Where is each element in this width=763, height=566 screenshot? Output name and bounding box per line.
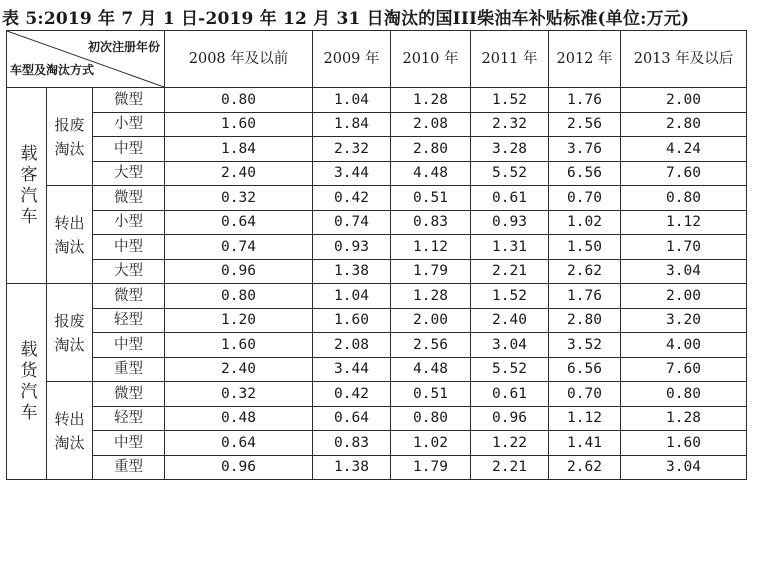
- subsidy-value-cell: 0.51: [391, 186, 471, 211]
- subsidy-value-cell: 0.83: [313, 431, 391, 456]
- subsidy-value-cell: 1.52: [471, 284, 549, 309]
- disposal-method-cell: [47, 88, 93, 186]
- subsidy-value-cell: 0.32: [165, 186, 313, 211]
- table-row: [7, 210, 747, 235]
- subsidy-value-cell: 4.48: [391, 161, 471, 186]
- subsidy-value-cell: 7.60: [621, 161, 747, 186]
- subsidy-value-cell: 0.42: [313, 186, 391, 211]
- disposal-method-label: 报废 淘汰: [54, 115, 85, 158]
- subsidy-value-cell: 2.00: [621, 88, 747, 113]
- subsidy-value-cell: 0.93: [313, 235, 391, 260]
- vehicle-category-cell: 载客汽车: [7, 88, 47, 284]
- vehicle-size-cell: 大型: [93, 161, 165, 186]
- subsidy-value-cell: 1.50: [549, 235, 621, 260]
- vehicle-size-cell: 小型: [93, 112, 165, 137]
- vehicle-category-cell: 载货汽车: [7, 284, 47, 480]
- subsidy-value-cell: 1.79: [391, 259, 471, 284]
- subsidy-value-cell: 2.62: [549, 259, 621, 284]
- subsidy-value-cell: 1.41: [549, 431, 621, 456]
- subsidy-value-cell: 0.64: [165, 210, 313, 235]
- subsidy-value-cell: 1.84: [313, 112, 391, 137]
- subsidy-value-cell: 2.08: [391, 112, 471, 137]
- table-row: [7, 382, 747, 407]
- subsidy-value-cell: 2.32: [313, 137, 391, 162]
- subsidy-value-cell: 1.28: [621, 406, 747, 431]
- table-row: [7, 431, 747, 456]
- subsidy-value-cell: 5.52: [471, 357, 549, 382]
- subsidy-value-cell: 2.21: [471, 259, 549, 284]
- year-header: 2012 年: [549, 31, 621, 88]
- corner-bottom-label: 车型及淘汰方式: [10, 63, 95, 77]
- subsidy-value-cell: 0.42: [313, 382, 391, 407]
- subsidy-value-cell: 6.56: [549, 357, 621, 382]
- subsidy-value-cell: 0.80: [621, 186, 747, 211]
- vehicle-size-cell: 中型: [93, 137, 165, 162]
- subsidy-value-cell: 1.52: [471, 88, 549, 113]
- subsidy-value-cell: 1.60: [165, 112, 313, 137]
- table-row: [7, 186, 747, 211]
- subsidy-value-cell: 4.48: [391, 357, 471, 382]
- subsidy-value-cell: 0.80: [165, 284, 313, 309]
- table-row: [7, 161, 747, 186]
- table-title: 表 5:2019 年 7 月 1 日-2019 年 12 月 31 日淘汰的国III柴油车补贴标准(单位:万元): [2, 9, 690, 29]
- subsidy-value-cell: 0.64: [313, 406, 391, 431]
- vehicle-size-cell: 微型: [93, 186, 165, 211]
- subsidy-value-cell: 1.38: [313, 259, 391, 284]
- vehicle-size-cell: 中型: [93, 333, 165, 358]
- vehicle-size-cell: 轻型: [93, 308, 165, 333]
- subsidy-value-cell: 0.83: [391, 210, 471, 235]
- subsidy-value-cell: 1.12: [621, 210, 747, 235]
- subsidy-value-cell: 1.04: [313, 88, 391, 113]
- subsidy-value-cell: 0.48: [165, 406, 313, 431]
- table-row: [7, 88, 747, 113]
- table-row: [7, 259, 747, 284]
- subsidy-value-cell: 1.12: [391, 235, 471, 260]
- subsidy-value-cell: 3.04: [621, 259, 747, 284]
- year-header: 2010 年: [391, 31, 471, 88]
- subsidy-value-cell: 2.80: [621, 112, 747, 137]
- subsidy-value-cell: 2.40: [471, 308, 549, 333]
- subsidy-value-cell: 1.20: [165, 308, 313, 333]
- disposal-method-cell: [47, 186, 93, 284]
- subsidy-value-cell: 3.28: [471, 137, 549, 162]
- subsidy-value-cell: 4.00: [621, 333, 747, 358]
- subsidy-value-cell: 2.80: [549, 308, 621, 333]
- subsidy-value-cell: 0.93: [471, 210, 549, 235]
- subsidy-value-cell: 2.00: [391, 308, 471, 333]
- year-header: 2013 年及以后: [621, 31, 747, 88]
- subsidy-value-cell: 1.28: [391, 284, 471, 309]
- subsidy-value-cell: 0.70: [549, 382, 621, 407]
- subsidy-value-cell: 3.04: [621, 455, 747, 480]
- subsidy-value-cell: 1.60: [313, 308, 391, 333]
- disposal-method-label: 转出 淘汰: [54, 213, 85, 256]
- vehicle-size-cell: 小型: [93, 210, 165, 235]
- subsidy-value-cell: 2.40: [165, 161, 313, 186]
- vehicle-size-cell: 轻型: [93, 406, 165, 431]
- subsidy-value-cell: 2.80: [391, 137, 471, 162]
- year-header: 2008 年及以前: [165, 31, 313, 88]
- vehicle-size-cell: 中型: [93, 431, 165, 456]
- subsidy-value-cell: 1.31: [471, 235, 549, 260]
- subsidy-value-cell: 1.70: [621, 235, 747, 260]
- table-body: [7, 88, 747, 480]
- subsidy-value-cell: 2.56: [391, 333, 471, 358]
- table-row: [7, 455, 747, 480]
- vehicle-size-cell: 重型: [93, 455, 165, 480]
- subsidy-value-cell: 2.56: [549, 112, 621, 137]
- subsidy-value-cell: 0.70: [549, 186, 621, 211]
- subsidy-value-cell: 3.20: [621, 308, 747, 333]
- disposal-method-cell: [47, 382, 93, 480]
- year-header: 2011 年: [471, 31, 549, 88]
- subsidy-value-cell: 1.22: [471, 431, 549, 456]
- subsidy-value-cell: 1.02: [549, 210, 621, 235]
- vehicle-size-cell: 微型: [93, 382, 165, 407]
- header-row: [7, 31, 747, 88]
- subsidy-value-cell: 0.96: [471, 406, 549, 431]
- subsidy-value-cell: 1.76: [549, 284, 621, 309]
- subsidy-value-cell: 0.51: [391, 382, 471, 407]
- subsidy-value-cell: 1.38: [313, 455, 391, 480]
- subsidy-value-cell: 2.00: [621, 284, 747, 309]
- disposal-method-label: 转出 淘汰: [54, 409, 85, 452]
- subsidy-value-cell: 0.96: [165, 259, 313, 284]
- subsidy-value-cell: 0.32: [165, 382, 313, 407]
- table-row: [7, 406, 747, 431]
- subsidy-value-cell: 0.61: [471, 186, 549, 211]
- table-row: [7, 284, 747, 309]
- subsidy-value-cell: 3.52: [549, 333, 621, 358]
- subsidy-value-cell: 1.12: [549, 406, 621, 431]
- subsidy-value-cell: 4.24: [621, 137, 747, 162]
- vehicle-size-cell: 微型: [93, 284, 165, 309]
- corner-header-cell: [7, 31, 165, 88]
- table-row: [7, 333, 747, 358]
- table-row: [7, 112, 747, 137]
- subsidy-value-cell: 2.40: [165, 357, 313, 382]
- year-header: 2009 年: [313, 31, 391, 88]
- vehicle-size-cell: 中型: [93, 235, 165, 260]
- subsidy-value-cell: 0.74: [313, 210, 391, 235]
- subsidy-value-cell: 0.96: [165, 455, 313, 480]
- vehicle-size-cell: 微型: [93, 88, 165, 113]
- subsidy-value-cell: 3.76: [549, 137, 621, 162]
- subsidy-value-cell: 1.02: [391, 431, 471, 456]
- subsidy-value-cell: 7.60: [621, 357, 747, 382]
- subsidy-value-cell: 1.04: [313, 284, 391, 309]
- subsidy-table: [6, 30, 747, 480]
- table-row: [7, 357, 747, 382]
- subsidy-value-cell: 0.80: [165, 88, 313, 113]
- table-row: [7, 308, 747, 333]
- subsidy-value-cell: 3.04: [471, 333, 549, 358]
- vehicle-size-cell: 重型: [93, 357, 165, 382]
- subsidy-value-cell: 0.80: [391, 406, 471, 431]
- subsidy-value-cell: 0.61: [471, 382, 549, 407]
- subsidy-value-cell: 0.80: [621, 382, 747, 407]
- disposal-method-cell: [47, 284, 93, 382]
- table-row: [7, 235, 747, 260]
- subsidy-value-cell: 1.60: [165, 333, 313, 358]
- subsidy-value-cell: 0.74: [165, 235, 313, 260]
- subsidy-value-cell: 1.60: [621, 431, 747, 456]
- corner-top-label: 初次注册年份: [88, 40, 161, 54]
- table-row: [7, 137, 747, 162]
- subsidy-value-cell: 6.56: [549, 161, 621, 186]
- subsidy-value-cell: 3.44: [313, 161, 391, 186]
- disposal-method-label: 报废 淘汰: [54, 311, 85, 354]
- subsidy-value-cell: 1.28: [391, 88, 471, 113]
- subsidy-value-cell: 3.44: [313, 357, 391, 382]
- subsidy-value-cell: 2.62: [549, 455, 621, 480]
- subsidy-value-cell: 1.84: [165, 137, 313, 162]
- subsidy-value-cell: 1.79: [391, 455, 471, 480]
- subsidy-value-cell: 2.08: [313, 333, 391, 358]
- vehicle-size-cell: 大型: [93, 259, 165, 284]
- subsidy-value-cell: 1.76: [549, 88, 621, 113]
- subsidy-value-cell: 5.52: [471, 161, 549, 186]
- subsidy-value-cell: 2.21: [471, 455, 549, 480]
- subsidy-value-cell: 2.32: [471, 112, 549, 137]
- subsidy-value-cell: 0.64: [165, 431, 313, 456]
